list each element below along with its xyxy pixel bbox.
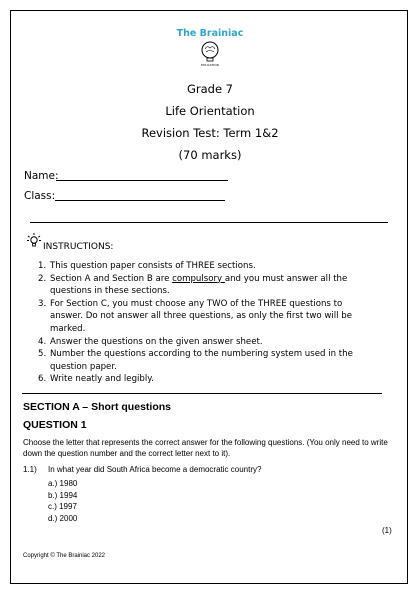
- option-a: a.) 1980: [48, 479, 78, 488]
- lightbulb-icon: [26, 232, 42, 248]
- divider-bottom: [22, 393, 382, 394]
- instruction-item: 3. For Section C, you must choose any TWO of the THREE questions to answer. Do not answer all three questions, as only the first two will be marked.: [38, 298, 353, 334]
- divider-top: [30, 222, 388, 223]
- brand-name: The Brainiac: [176, 28, 244, 39]
- options-list: [48, 478, 77, 524]
- question-marks: (1): [382, 526, 392, 535]
- logo-text: EDUCATION: [201, 63, 219, 67]
- instructions-list: [38, 260, 368, 386]
- question-text: In what year did South Africa become a democratic country?: [48, 465, 262, 474]
- class-field[interactable]: [55, 200, 225, 201]
- name-field[interactable]: [56, 180, 228, 181]
- subject-title: Life Orientation: [165, 104, 255, 118]
- section-a-title: SECTION A – Short questions: [23, 401, 171, 413]
- class-label: Class:: [24, 190, 56, 202]
- option-d: d.) 2000: [48, 513, 78, 523]
- instruction-item: 1. This question paper consists of THREE sections.: [38, 261, 256, 271]
- option-b: b.) 1994: [48, 490, 78, 500]
- instruction-item: 5. Number the questions according to the numbering system used in the question paper.: [38, 349, 353, 372]
- instructions-heading: INSTRUCTIONS:: [43, 242, 114, 252]
- total-marks: (70 marks): [178, 148, 242, 162]
- option-c: c.) 1997: [48, 502, 77, 511]
- name-label: Name:: [24, 170, 59, 182]
- question-1-instruction: Choose the letter that represents the correct answer for the following questions. (You only need to write down the question number and the correct letter next to it).: [23, 438, 388, 458]
- instruction-item: 4. Answer the questions on the given answer sheet.: [38, 336, 263, 347]
- instruction-item: 6. Write neatly and legibly.: [38, 374, 154, 385]
- test-title: Revision Test: Term 1&2: [141, 126, 279, 140]
- copyright-footer: Copyright © The Brainiac 2022: [23, 553, 106, 559]
- instruction-item: 2. Section A and Section B are compulsory and you must answer all the questions in these sections.: [38, 273, 348, 297]
- question-number: 1.1): [23, 465, 37, 474]
- grade-title: Grade 7: [186, 82, 234, 96]
- question-1-title: QUESTION 1: [23, 419, 87, 431]
- lightbulb-brain-icon: [198, 40, 222, 68]
